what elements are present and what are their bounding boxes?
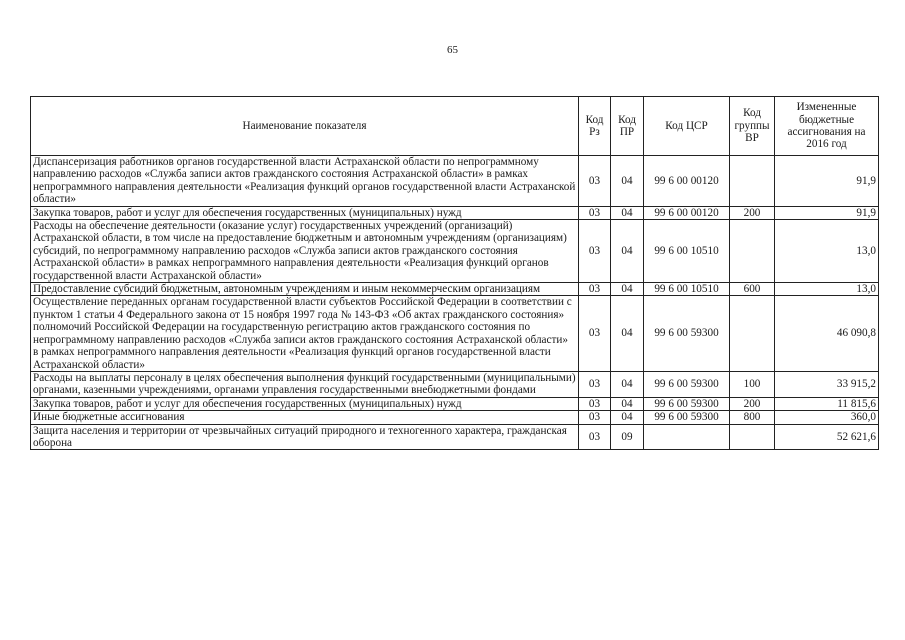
- header-csr: Код ЦСР: [644, 97, 730, 156]
- row-vr: [730, 156, 775, 207]
- row-csr: [644, 424, 730, 450]
- row-sum: 13,0: [775, 220, 879, 283]
- row-csr: 99 6 00 00120: [644, 156, 730, 207]
- row-rz: 03: [579, 206, 611, 219]
- table-row: [31, 283, 879, 296]
- row-vr: 100: [730, 371, 775, 397]
- row-rz: 03: [579, 424, 611, 450]
- table-row: [31, 220, 879, 283]
- row-csr: 99 6 00 59300: [644, 397, 730, 410]
- table-header-row: [31, 97, 879, 156]
- row-vr: 200: [730, 397, 775, 410]
- row-pr: 04: [611, 397, 644, 410]
- row-sum: 91,9: [775, 156, 879, 207]
- table-row: [31, 397, 879, 410]
- header-vr: Код группы ВР: [730, 97, 775, 156]
- row-vr: 600: [730, 283, 775, 296]
- row-sum: 11 815,6: [775, 397, 879, 410]
- row-rz: 03: [579, 156, 611, 207]
- row-name: Защита населения и территории от чрезвычайных ситуаций природного и техногенного характера, гражданская оборона: [31, 424, 579, 450]
- row-csr: 99 6 00 10510: [644, 220, 730, 283]
- row-name: Расходы на обеспечение деятельности (оказание услуг) государственных учреждений (организаций) Астраханской области, в том числе на предоставление бюджетным и автономным учреждениям (организациям) субсидий, по непрограммному направлению расходов «Служба записи актов гражданского состояния Астраханской области» в рамках непрограммного направления деятельности «Реализация функций органов государственной власти Астраханской области»: [31, 220, 579, 283]
- row-pr: 04: [611, 411, 644, 424]
- table-row: [31, 411, 879, 424]
- row-pr: 04: [611, 296, 644, 371]
- row-name: Закупка товаров, работ и услуг для обеспечения государственных (муниципальных) нужд: [31, 397, 579, 410]
- row-pr: 04: [611, 283, 644, 296]
- budget-table: [30, 96, 879, 450]
- row-vr: [730, 220, 775, 283]
- page-number: 65: [447, 44, 458, 56]
- header-sum: Измененные бюджетные ассигнования на 2016 год: [775, 97, 879, 156]
- row-pr: 04: [611, 220, 644, 283]
- row-vr: 200: [730, 206, 775, 219]
- row-vr: 800: [730, 411, 775, 424]
- row-csr: 99 6 00 59300: [644, 296, 730, 371]
- row-rz: 03: [579, 371, 611, 397]
- row-sum: 91,9: [775, 206, 879, 219]
- row-vr: [730, 424, 775, 450]
- row-rz: 03: [579, 283, 611, 296]
- row-pr: 09: [611, 424, 644, 450]
- row-csr: 99 6 00 00120: [644, 206, 730, 219]
- row-sum: 360,0: [775, 411, 879, 424]
- header-rz: Код Рз: [579, 97, 611, 156]
- row-csr: 99 6 00 59300: [644, 411, 730, 424]
- row-rz: 03: [579, 296, 611, 371]
- table-row: [31, 156, 879, 207]
- table-row: [31, 371, 879, 397]
- row-name: Иные бюджетные ассигнования: [31, 411, 579, 424]
- row-sum: 52 621,6: [775, 424, 879, 450]
- row-csr: 99 6 00 59300: [644, 371, 730, 397]
- row-name: Осуществление переданных органам государственной власти субъектов Российской Федерации в соответствии с пунктом 1 статьи 4 Федерального закона от 15 ноября 1997 года № 143-ФЗ «Об актах гражданского состояния» полномочий Российской Федерации на государственную регистрацию актов гражданского состояния по непрограммному направлению расходов «Служба записи актов гражданского состояния Астраханской области» в рамках непрограммного направления деятельности «Реализация функций органов государственной власти Астраханской области»: [31, 296, 579, 371]
- row-sum: 33 915,2: [775, 371, 879, 397]
- row-rz: 03: [579, 397, 611, 410]
- table-row: [31, 206, 879, 219]
- header-pr: Код ПР: [611, 97, 644, 156]
- row-sum: 13,0: [775, 283, 879, 296]
- header-name: Наименование показателя: [31, 97, 579, 156]
- row-name: Предоставление субсидий бюджетным, автономным учреждениям и иным некоммерческим организациям: [31, 283, 579, 296]
- row-vr: [730, 296, 775, 371]
- row-csr: 99 6 00 10510: [644, 283, 730, 296]
- table-row: [31, 424, 879, 450]
- row-rz: 03: [579, 220, 611, 283]
- row-pr: 04: [611, 206, 644, 219]
- row-pr: 04: [611, 371, 644, 397]
- row-name: Закупка товаров, работ и услуг для обеспечения государственных (муниципальных) нужд: [31, 206, 579, 219]
- row-rz: 03: [579, 411, 611, 424]
- row-name: Расходы на выплаты персоналу в целях обеспечения выполнения функций государственными (муниципальными) органами, казенными учреждениями, органами управления государственными внебюджетными фондами: [31, 371, 579, 397]
- row-sum: 46 090,8: [775, 296, 879, 371]
- row-pr: 04: [611, 156, 644, 207]
- table-row: [31, 296, 879, 371]
- row-name: Диспансеризация работников органов государственной власти Астраханской области по непрограммному направлению расходов «Служба записи актов гражданского состояния Астраханской области» в рамках непрограммного направления деятельности «Реализация функций органов государственной власти Астраханской области»: [31, 156, 579, 207]
